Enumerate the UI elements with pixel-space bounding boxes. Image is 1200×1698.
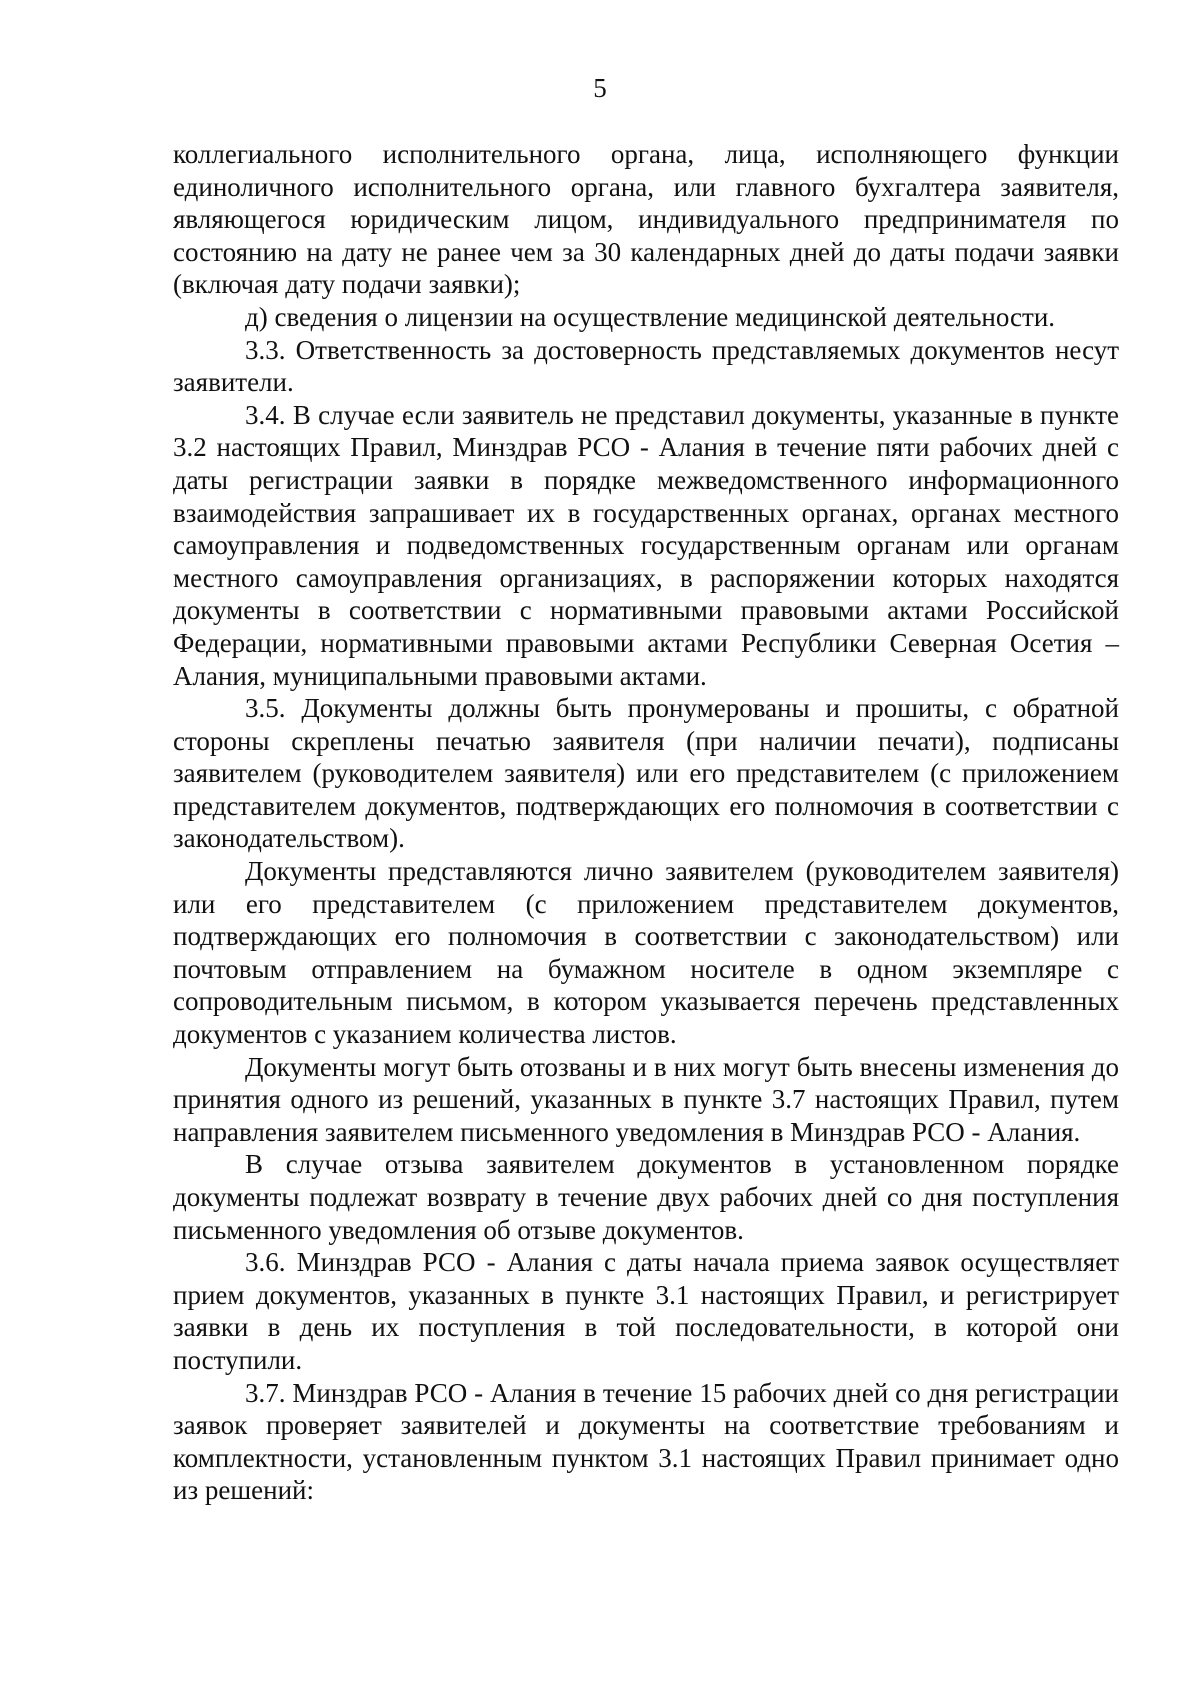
paragraph-license-info: д) сведения о лицензии на осуществление медицинской деятельности. [245,301,1056,332]
paragraph-withdrawal-return: В случае отзыва заявителем документов в установленном порядке документы подлежат возврату в течение двух рабочих дней со дня поступления письменного уведомления об отзыве документов. [173,1149,1119,1245]
paragraph-3-3: 3.3. Ответственность за достоверность представляемых документов несут заявители. [173,334,1119,398]
paragraph-documents-submission: Документы представляются лично заявителем (руководителем заявителя) или его представителем (с приложением представителем документов, подтверждающих его полномочия в соответствии с законодательством) или почтовым отправлением на бумажном носителе в одном экземпляре с сопроводительным письмом, в котором указывается перечень представленных документов с указанием количества листов. [173,856,1119,1050]
paragraph-3-4: 3.4. В случае если заявитель не представил документы, указанные в пункте 3.2 настоящих Правил, Минздрав РСО - Алания в течение пяти рабочих дней с даты регистрации заявки в порядке межведомственного информационного взаимодействия запрашивает их в государственных органах, органах местного самоуправления и подведомственных государственным органам или органам местного самоуправления организациях, в распоряжении которых находятся документы в соответствии с нормативными правовыми актами Российской Федерации, нормативными правовыми актами Республики Северная Осетия – Алания, муниципальными правовыми актами. [173,399,1119,691]
paragraph-continuation: коллегиального исполнительного органа, лица, исполняющего функции единоличного исполнительного органа, или главного бухгалтера заявителя, являющегося юридическим лицом, индивидуального предпринимателя по состоянию на дату не ранее чем за 30 календарных дней до даты подачи заявки (включая дату подачи заявки); [173,139,1119,300]
paragraph-3-6: 3.6. Минздрав РСО - Алания с даты начала приема заявок осуществляет прием документов, указанных в пункте 3.1 настоящих Правил, и регистрирует заявки в день их поступления в той последовательности, в которой они поступили. [173,1247,1119,1375]
paragraph-3-7: 3.7. Минздрав РСО - Алания в течение 15 рабочих дней со дня регистрации заявок проверяет заявителей и документы на соответствие требованиям и комплектности, установленным пунктом 3.1 настоящих Правил принимает одно из решений: [173,1377,1119,1506]
paragraph-documents-withdrawal: Документы могут быть отозваны и в них могут быть внесены изменения до принятия одного из решений, указанных в пункте 3.7 настоящих Правил, путем направления заявителем письменного уведомления в Минздрав РСО - Алания. [173,1051,1119,1147]
paragraph-3-5: 3.5. Документы должны быть пронумерованы и прошиты, с обратной стороны скреплены печатью заявителя (при наличии печати), подписаны заявителем (руководителем заявителя) или его представителем (с приложением представителем документов, подтверждающих его полномочия в соответствии с законодательством). [173,693,1119,854]
page-number: 5 [593,73,607,103]
document-body [173,138,1119,1507]
